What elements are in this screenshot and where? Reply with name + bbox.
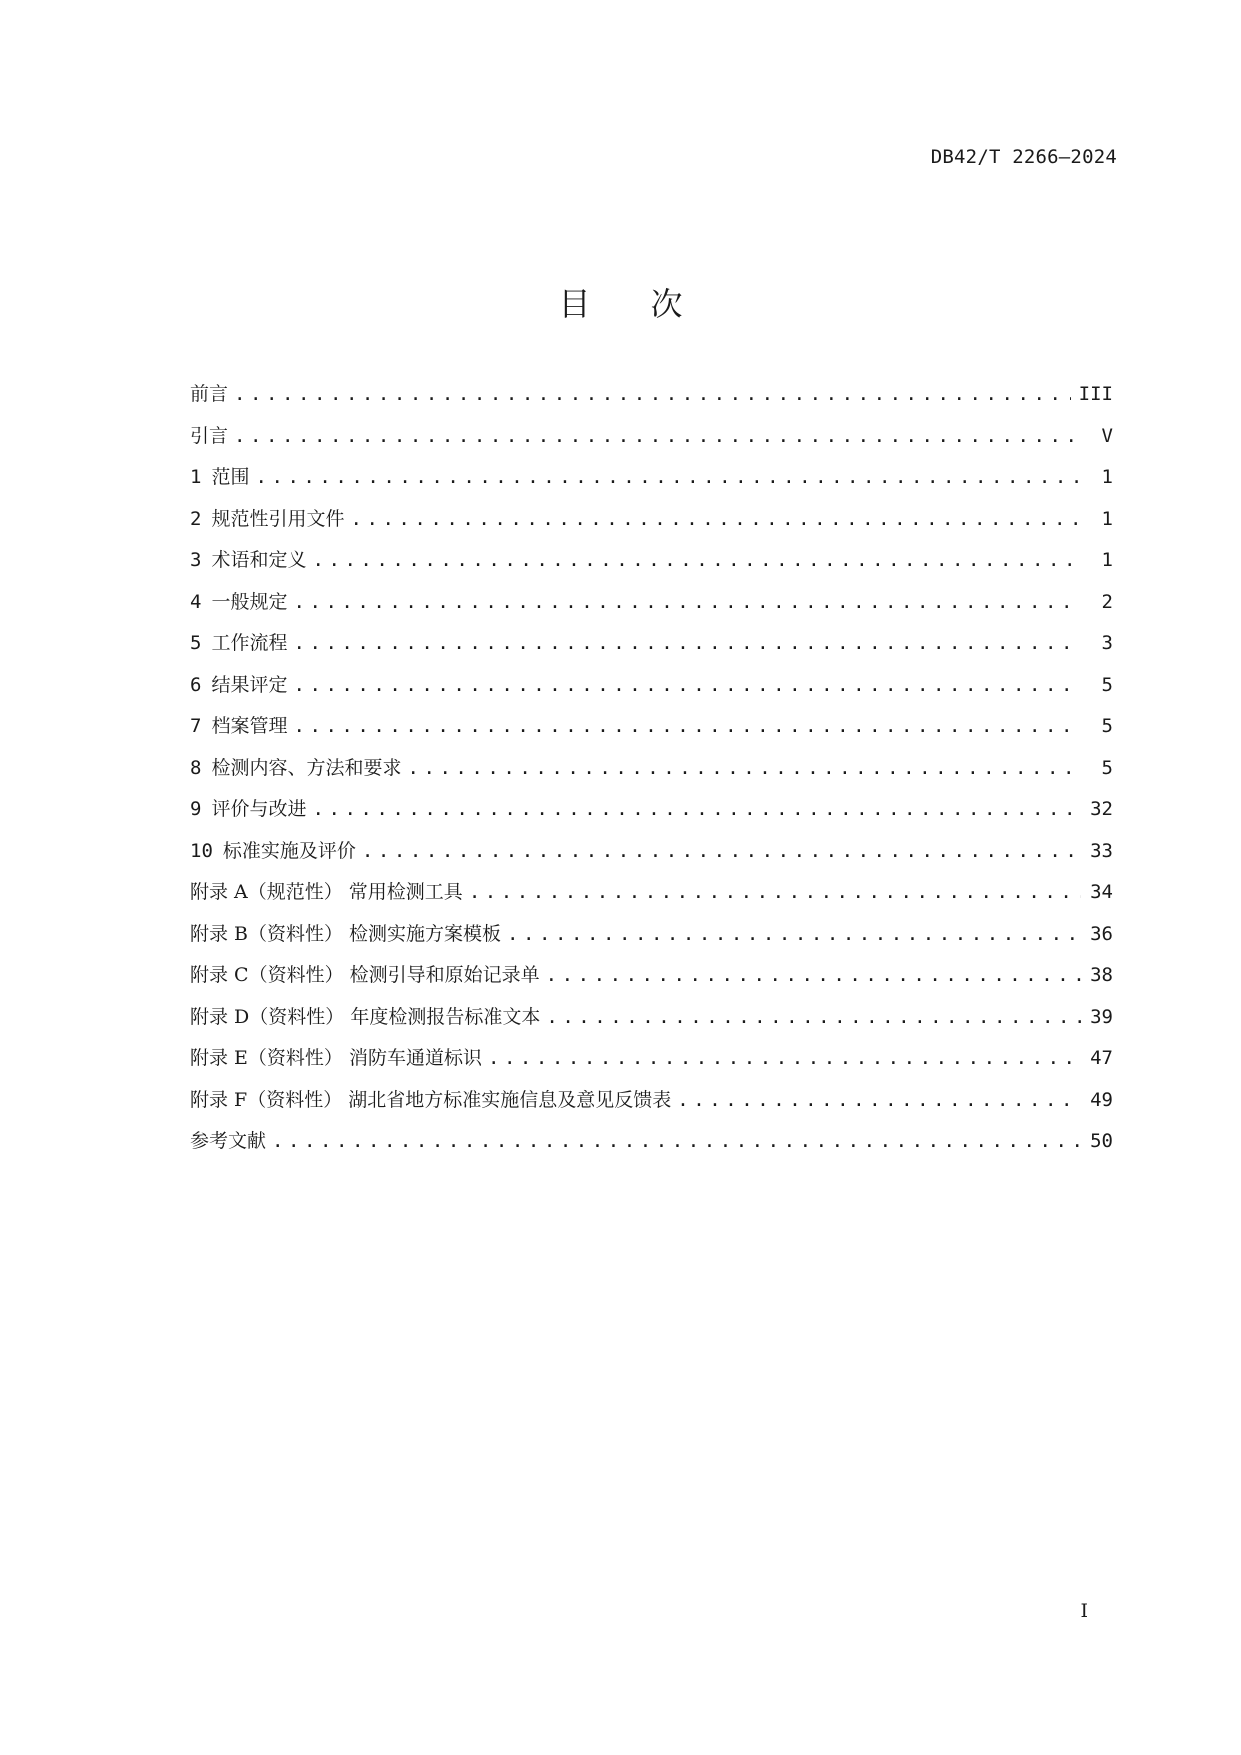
toc-entry-label: 规范性引用文件 bbox=[211, 507, 345, 530]
toc-entry-title bbox=[190, 872, 469, 914]
toc-leader-dots bbox=[469, 872, 1081, 914]
toc-page-number: 33 bbox=[1090, 839, 1113, 862]
toc-entry-label: 附录 A（规范性） 常用检测工具 bbox=[190, 881, 463, 903]
toc-page-number: 32 bbox=[1090, 798, 1113, 820]
toc-section-number: 3 bbox=[190, 549, 202, 571]
toc-leader-dots bbox=[677, 1080, 1081, 1122]
toc-page-number: 1 bbox=[1101, 549, 1113, 571]
toc-page-number: 50 bbox=[1090, 1130, 1113, 1152]
toc-leader-dots bbox=[407, 748, 1081, 790]
toc-section-number: 1 bbox=[190, 466, 202, 488]
toc-entry-title bbox=[190, 955, 546, 997]
toc-page-number: 34 bbox=[1090, 881, 1113, 903]
toc-leader-dots bbox=[234, 416, 1081, 458]
toc-page-number: 1 bbox=[1101, 466, 1113, 488]
toc-entry-title bbox=[190, 374, 234, 416]
toc-section-number: 8 bbox=[190, 756, 202, 779]
toc-entry[interactable] bbox=[190, 499, 1113, 541]
toc-entry-title bbox=[190, 748, 407, 790]
toc-leader-dots bbox=[293, 582, 1081, 624]
toc-leader-dots bbox=[312, 789, 1081, 831]
toc-entry[interactable] bbox=[190, 623, 1113, 665]
toc-entry[interactable] bbox=[190, 374, 1113, 416]
toc-entry-title bbox=[190, 1080, 677, 1122]
toc-entry[interactable] bbox=[190, 540, 1113, 582]
toc-entry[interactable] bbox=[190, 706, 1113, 748]
toc-entry[interactable] bbox=[190, 831, 1113, 873]
toc-entry[interactable] bbox=[190, 665, 1113, 707]
standard-code: DB42/T 2266—2024 bbox=[930, 146, 1117, 168]
toc-leader-dots bbox=[488, 1038, 1081, 1080]
toc-entry-label: 附录 D（资料性） 年度检测报告标准文本 bbox=[190, 1005, 541, 1028]
toc-entry[interactable] bbox=[190, 789, 1113, 831]
toc-page-number: 47 bbox=[1090, 1047, 1113, 1069]
toc-entry-appendix[interactable] bbox=[190, 872, 1113, 914]
table-of-contents bbox=[190, 374, 1113, 1163]
toc-page-number: 49 bbox=[1090, 1088, 1113, 1111]
toc-leader-dots bbox=[293, 665, 1081, 707]
toc-leader-dots bbox=[272, 1121, 1081, 1163]
title-char-2: 次 bbox=[650, 285, 683, 324]
page-title bbox=[0, 279, 1241, 325]
toc-leader-dots bbox=[293, 706, 1081, 748]
toc-section-number: 7 bbox=[190, 715, 202, 737]
toc-entry-label: 结果评定 bbox=[211, 673, 288, 696]
toc-section-number: 5 bbox=[190, 632, 202, 654]
toc-entry-title bbox=[190, 997, 546, 1039]
toc-leader-dots bbox=[546, 955, 1081, 997]
toc-entry-label: 附录 C（资料性） 检测引导和原始记录单 bbox=[190, 964, 540, 986]
toc-entry-label: 一般规定 bbox=[211, 590, 288, 613]
toc-entry-title bbox=[190, 1121, 272, 1163]
toc-section-number: 10 bbox=[190, 839, 213, 862]
toc-page-number: 39 bbox=[1090, 1005, 1113, 1028]
toc-entry-title bbox=[190, 789, 312, 831]
toc-page-number: 36 bbox=[1090, 922, 1113, 945]
toc-entry-appendix[interactable] bbox=[190, 1080, 1113, 1122]
toc-entry-label: 档案管理 bbox=[211, 715, 288, 737]
toc-entry[interactable] bbox=[190, 416, 1113, 458]
toc-entry-title bbox=[190, 665, 293, 707]
toc-page-number: 2 bbox=[1101, 590, 1113, 613]
toc-page-number: 1 bbox=[1101, 507, 1113, 530]
toc-page-number: 38 bbox=[1090, 964, 1113, 986]
toc-entry-title bbox=[190, 914, 507, 956]
toc-page-number: 5 bbox=[1101, 715, 1113, 737]
toc-entry-label: 检测内容、方法和要求 bbox=[211, 756, 402, 779]
page-number: I bbox=[1080, 1600, 1088, 1622]
toc-entry-appendix[interactable] bbox=[190, 914, 1113, 956]
toc-page-number: 5 bbox=[1101, 756, 1113, 779]
toc-entry-title bbox=[190, 416, 234, 458]
toc-entry-title bbox=[190, 623, 293, 665]
toc-entry-label: 引言 bbox=[190, 424, 229, 447]
toc-entry-title bbox=[190, 831, 362, 873]
toc-entry-appendix[interactable] bbox=[190, 997, 1113, 1039]
toc-entry-label: 参考文献 bbox=[190, 1130, 267, 1152]
toc-page-number: III bbox=[1078, 383, 1113, 405]
toc-entry-appendix[interactable] bbox=[190, 955, 1113, 997]
toc-page-number: 5 bbox=[1101, 673, 1113, 696]
toc-entry-label: 范围 bbox=[211, 466, 250, 488]
toc-leader-dots bbox=[255, 457, 1081, 499]
toc-leader-dots bbox=[234, 374, 1071, 416]
toc-entry-label: 附录 E（资料性） 消防车通道标识 bbox=[190, 1047, 482, 1069]
toc-entry-label: 前言 bbox=[190, 383, 229, 405]
toc-entry-label: 附录 B（资料性） 检测实施方案模板 bbox=[190, 922, 502, 945]
toc-leader-dots bbox=[350, 499, 1081, 541]
title-char-1: 目 bbox=[558, 285, 591, 324]
toc-section-number: 6 bbox=[190, 673, 202, 696]
toc-entry-title bbox=[190, 499, 350, 541]
toc-entry[interactable] bbox=[190, 457, 1113, 499]
toc-section-number: 4 bbox=[190, 590, 202, 613]
toc-entry[interactable] bbox=[190, 748, 1113, 790]
toc-leader-dots bbox=[312, 540, 1081, 582]
toc-entry-title bbox=[190, 540, 312, 582]
toc-entry-appendix[interactable] bbox=[190, 1038, 1113, 1080]
toc-leader-dots bbox=[507, 914, 1081, 956]
toc-entry-title bbox=[190, 706, 293, 748]
toc-section-number: 9 bbox=[190, 798, 202, 820]
toc-entry-title bbox=[190, 1038, 488, 1080]
toc-entry-label: 评价与改进 bbox=[211, 798, 307, 820]
toc-leader-dots bbox=[293, 623, 1081, 665]
toc-entry-title bbox=[190, 457, 255, 499]
toc-entry-title bbox=[190, 582, 293, 624]
toc-entry[interactable] bbox=[190, 582, 1113, 624]
toc-entry-label: 标准实施及评价 bbox=[222, 839, 356, 862]
toc-entry[interactable] bbox=[190, 1121, 1113, 1163]
toc-entry-label: 附录 F（资料性） 湖北省地方标准实施信息及意见反馈表 bbox=[190, 1088, 672, 1111]
toc-section-number: 2 bbox=[190, 507, 202, 530]
toc-leader-dots bbox=[362, 831, 1081, 873]
toc-page-number: 3 bbox=[1101, 632, 1113, 654]
toc-entry-label: 工作流程 bbox=[211, 632, 288, 654]
toc-page-number: V bbox=[1101, 424, 1113, 447]
toc-leader-dots bbox=[546, 997, 1081, 1039]
toc-entry-label: 术语和定义 bbox=[211, 549, 307, 571]
